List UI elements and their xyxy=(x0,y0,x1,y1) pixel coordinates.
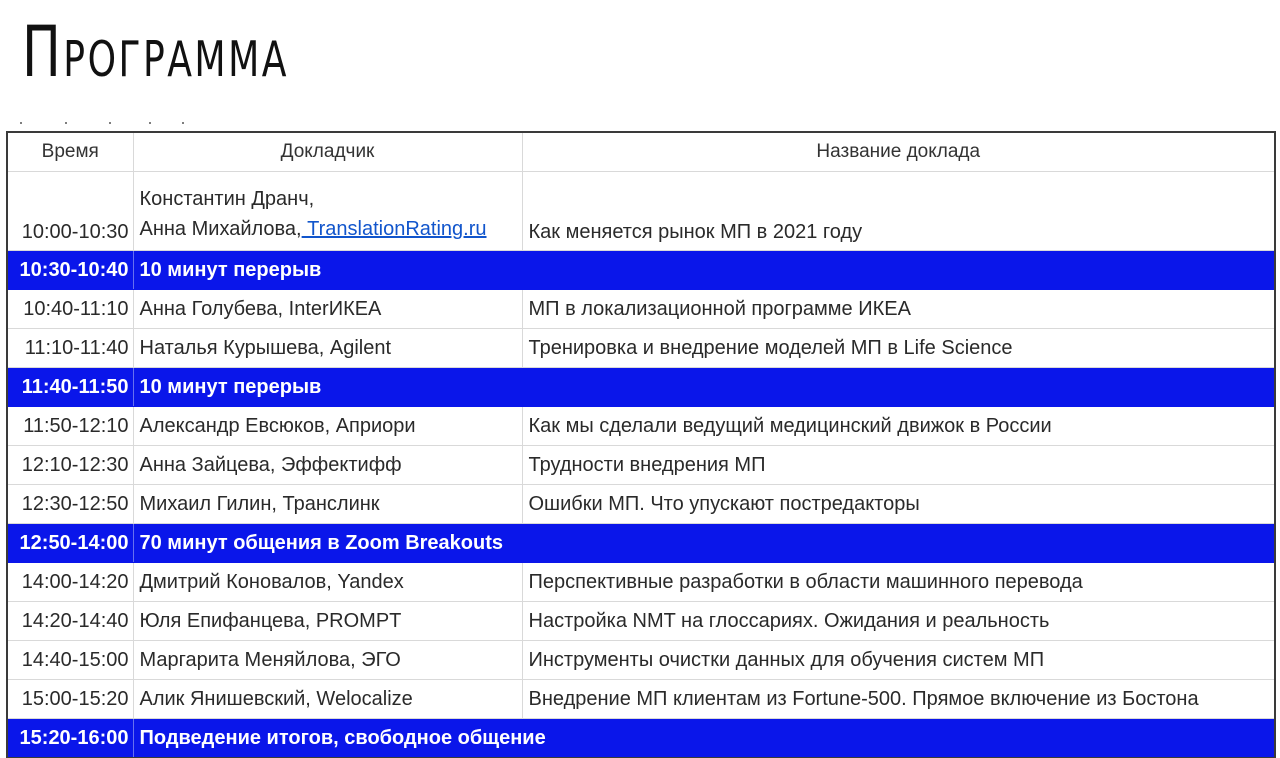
speaker-cell: Дмитрий Коновалов, Yandex xyxy=(133,563,522,602)
break-row xyxy=(7,524,1275,563)
time-cell: 10:40-11:10 xyxy=(7,290,133,329)
time-cell: 12:50-14:00 xyxy=(7,524,133,563)
header-speaker: Докладчик xyxy=(133,132,522,172)
break-label: 10 минут перерыв xyxy=(133,368,1275,407)
time-cell: 12:30-12:50 xyxy=(7,485,133,524)
time-cell: 15:20-16:00 xyxy=(7,719,133,758)
table-row xyxy=(7,680,1275,719)
table-row xyxy=(7,641,1275,680)
break-label: 70 минут общения в Zoom Breakouts xyxy=(133,524,1275,563)
table-row xyxy=(7,485,1275,524)
speaker-cell: Юля Епифанцева, PROMPT xyxy=(133,602,522,641)
talk-cell: Как мы сделали ведущий медицинский движок в России xyxy=(522,407,1275,446)
translationrating-link[interactable]: TranslationRating.ru xyxy=(301,218,487,240)
speaker-name: Анна Михайлова, xyxy=(139,218,302,240)
time-cell: 11:50-12:10 xyxy=(7,407,133,446)
time-cell: 10:00-10:30 xyxy=(7,172,133,251)
talk-cell: Внедрение МП клиентам из Fortune-500. Прямое включение из Бостона xyxy=(522,680,1275,719)
time-cell: 14:20-14:40 xyxy=(7,602,133,641)
speaker-cell: Наталья Курышева, Agilent xyxy=(133,329,522,368)
talk-cell: Настройка NMT на глоссариях. Ожидания и реальность xyxy=(522,602,1275,641)
talk-cell: Тренировка и внедрение моделей МП в Life Science xyxy=(522,329,1275,368)
talk-cell: МП в локализационной программе ИКЕА xyxy=(522,290,1275,329)
speaker-line xyxy=(140,214,516,244)
time-cell: 14:40-15:00 xyxy=(7,641,133,680)
talk-cell: Трудности внедрения МП xyxy=(522,446,1275,485)
table-row xyxy=(7,290,1275,329)
speaker-cell: Михаил Гилин, Транслинк xyxy=(133,485,522,524)
time-cell: 14:00-14:20 xyxy=(7,563,133,602)
talk-cell: Как меняется рынок МП в 2021 году xyxy=(522,172,1275,251)
scan-artifact-dots xyxy=(18,120,198,126)
time-cell: 11:40-11:50 xyxy=(7,368,133,407)
speaker-cell: Алик Янишевский, Welocalize xyxy=(133,680,522,719)
talk-cell: Перспективные разработки в области машинного перевода xyxy=(522,563,1275,602)
break-row xyxy=(7,719,1275,758)
table-row xyxy=(7,329,1275,368)
header-time: Время xyxy=(7,132,133,172)
table-row xyxy=(7,407,1275,446)
page-title: Программа xyxy=(22,11,289,93)
header-row xyxy=(7,132,1275,172)
speaker-line: Константин Дранч, xyxy=(139,188,315,210)
time-cell: 10:30-10:40 xyxy=(7,251,133,290)
schedule-table xyxy=(6,131,1276,758)
speaker-cell: Александр Евсюков, Априори xyxy=(133,407,522,446)
break-row xyxy=(7,251,1275,290)
break-label: Подведение итогов, свободное общение xyxy=(133,719,1275,758)
table-row xyxy=(7,563,1275,602)
talk-cell: Ошибки МП. Что упускают постредакторы xyxy=(522,485,1275,524)
table-row xyxy=(7,172,1275,251)
time-cell: 15:00-15:20 xyxy=(7,680,133,719)
speaker-cell: Маргарита Меняйлова, ЭГО xyxy=(133,641,522,680)
time-cell: 12:10-12:30 xyxy=(7,446,133,485)
break-row xyxy=(7,368,1275,407)
talk-cell: Инструменты очистки данных для обучения систем МП xyxy=(522,641,1275,680)
speaker-cell: Анна Голубева, InterИКЕА xyxy=(133,290,522,329)
speaker-cell xyxy=(133,172,522,251)
time-cell: 11:10-11:40 xyxy=(7,329,133,368)
break-label: 10 минут перерыв xyxy=(133,251,1275,290)
header-talk: Название доклада xyxy=(522,132,1275,172)
speaker-cell: Анна Зайцева, Эффектифф xyxy=(133,446,522,485)
table-row xyxy=(7,446,1275,485)
table-row xyxy=(7,602,1275,641)
